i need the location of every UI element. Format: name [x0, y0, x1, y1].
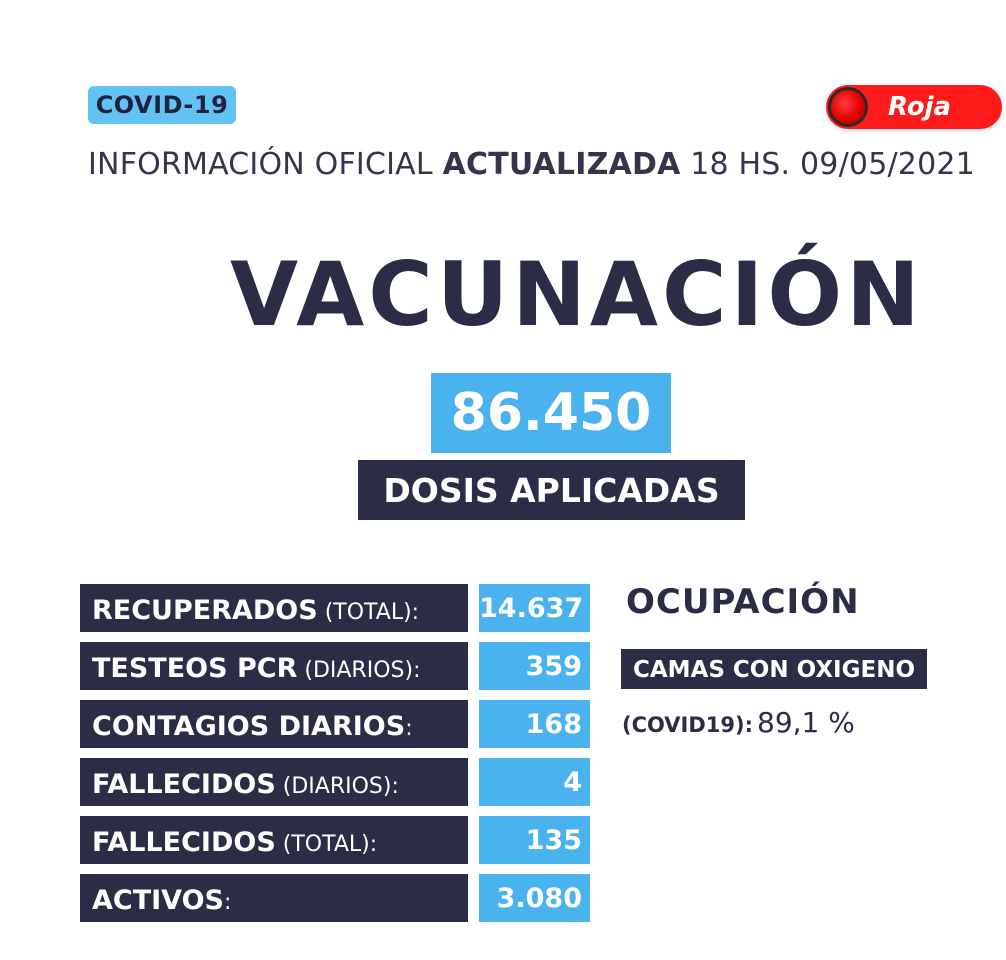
stat-label-qualifier: (TOTAL):: [275, 832, 378, 857]
stat-label-qualifier: (DIARIOS):: [275, 774, 399, 799]
update-info: [88, 145, 998, 185]
stat-row-testeos: [80, 642, 592, 690]
covid-badge: COVID-19: [88, 86, 236, 124]
info-suffix: 18 HS. 09/05/2021: [680, 147, 975, 182]
stat-label-qualifier: :: [405, 716, 413, 741]
stat-label: [80, 700, 468, 748]
stat-row-recuperados: [80, 584, 592, 632]
stat-row-fallecidos-total: [80, 816, 592, 864]
stat-value: 14.637: [479, 584, 590, 632]
info-prefix: INFORMACIÓN OFICIAL: [88, 147, 443, 182]
stat-value: 3.080: [479, 874, 590, 922]
occupation-label: CAMAS CON OXIGENO: [621, 649, 927, 689]
stat-label-qualifier: :: [224, 890, 232, 915]
occupation-percent: 89,1 %: [757, 706, 855, 739]
alert-level-badge: [826, 85, 1002, 129]
stats-table: [80, 584, 592, 932]
stat-label-main: RECUPERADOS: [92, 595, 318, 626]
stat-value: 168: [479, 700, 590, 748]
page-title: VACUNACIÓN: [230, 243, 924, 346]
occupation-value-line: [622, 705, 855, 745]
stat-label: [80, 874, 468, 922]
stat-value: 135: [479, 816, 590, 864]
stat-label: [80, 816, 468, 864]
red-light-icon: [828, 87, 868, 127]
doses-label: DOSIS APLICADAS: [358, 460, 745, 520]
stat-value: 4: [479, 758, 590, 806]
occupation-prefix: (COVID19):: [622, 713, 754, 737]
stat-row-activos: [80, 874, 592, 922]
stat-label: [80, 758, 468, 806]
stat-value: 359: [479, 642, 590, 690]
doses-value: 86.450: [431, 373, 671, 453]
stat-row-fallecidos-diarios: [80, 758, 592, 806]
stat-label-main: ACTIVOS: [92, 885, 224, 916]
stat-label: [80, 642, 468, 690]
stat-label-main: FALLECIDOS: [92, 827, 276, 858]
stat-label: [80, 584, 468, 632]
stat-label-main: TESTEOS PCR: [92, 653, 298, 684]
stat-label-main: FALLECIDOS: [92, 769, 276, 800]
alert-level-label: Roja: [888, 92, 952, 122]
stat-label-qualifier: (TOTAL):: [317, 600, 420, 625]
stat-label-main: CONTAGIOS DIARIOS: [92, 711, 406, 742]
stat-label-qualifier: (DIARIOS):: [297, 658, 421, 683]
info-bold: ACTUALIZADA: [442, 147, 681, 182]
stat-row-contagios: [80, 700, 592, 748]
occupation-title: OCUPACIÓN: [626, 582, 860, 622]
